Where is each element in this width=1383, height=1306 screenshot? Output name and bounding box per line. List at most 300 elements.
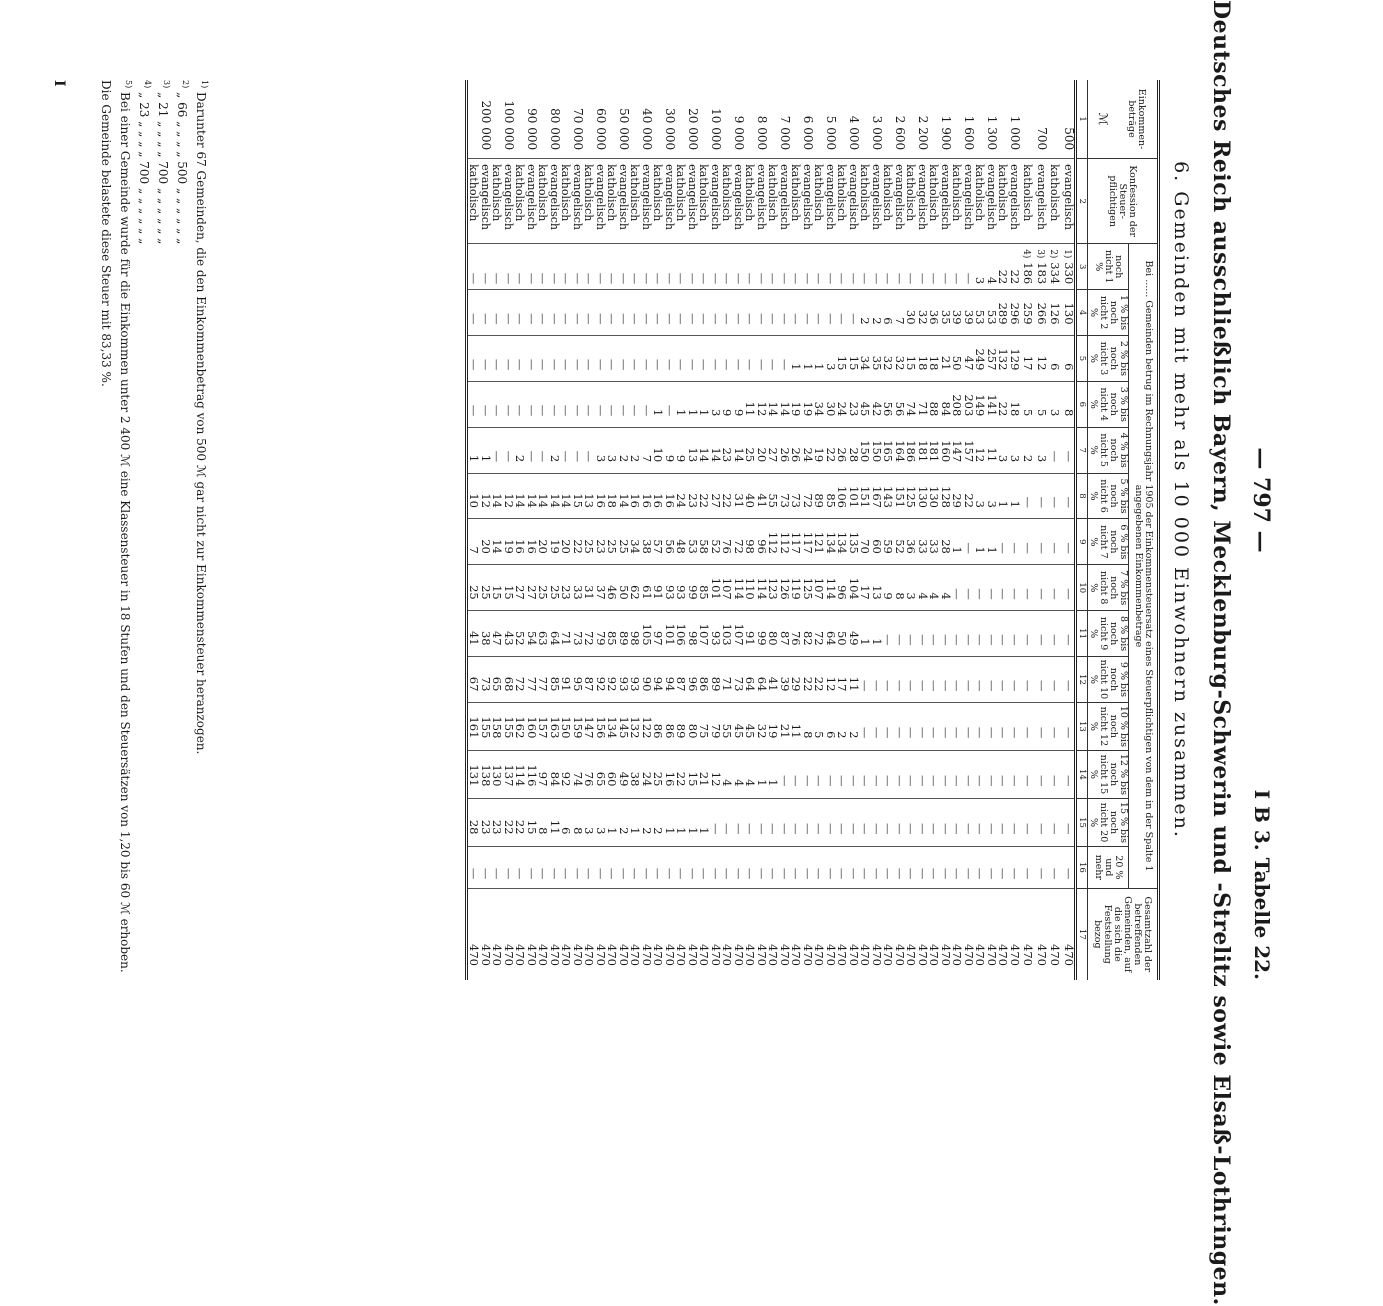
- rate-count-value: 72: [513, 676, 528, 692]
- rate-count-value: —: [651, 272, 666, 285]
- rate-count-value: —: [985, 634, 999, 646]
- rate-count: [549, 473, 561, 519]
- rate-count-value: 3: [904, 592, 919, 600]
- rate-count-value: —: [985, 774, 999, 787]
- rate-count-value: 13: [582, 493, 597, 508]
- rate-count: [836, 336, 848, 382]
- rate-count: [802, 244, 814, 290]
- rate-count: [1034, 473, 1048, 519]
- rate-count-value: 101: [847, 486, 861, 508]
- rate-count: [825, 244, 837, 290]
- rate-count-value: 2: [1021, 454, 1036, 463]
- rate-count-value: —: [582, 272, 597, 285]
- rate-count: [1009, 381, 1021, 427]
- rate-count-value: 8: [1062, 408, 1076, 417]
- rate-count-value: 119: [789, 577, 804, 600]
- total-count: 470: [663, 944, 677, 966]
- rate-count: [813, 702, 825, 750]
- rate-count: [848, 565, 860, 611]
- confession: evangelisch: [1061, 159, 1076, 244]
- rate-count-value: 93: [663, 585, 677, 600]
- confession: katholisch: [537, 159, 549, 244]
- rate-count-value: 96: [686, 676, 700, 692]
- total-count: 470: [985, 944, 999, 966]
- rate-count: [1061, 519, 1076, 565]
- rate-count-value: 5: [1035, 408, 1049, 417]
- rate-count-value: —: [824, 272, 838, 285]
- rate-count: [802, 611, 814, 657]
- rate-count: [779, 750, 791, 798]
- rate-count-value: 35: [939, 309, 953, 325]
- rate-count-value: —: [513, 404, 528, 417]
- rate-count-value: —: [927, 822, 942, 835]
- confession: evangelisch: [480, 159, 492, 244]
- rate-count-value: —: [824, 822, 838, 835]
- table-row: [733, 80, 745, 980]
- rate-count: [549, 519, 561, 565]
- rate-count-value: —: [559, 358, 574, 371]
- rate-count: [641, 473, 653, 519]
- rate-count: [480, 427, 492, 473]
- rate-count: [940, 473, 952, 519]
- rate-count-value: —: [594, 272, 608, 285]
- rate-count-value: —: [502, 867, 516, 880]
- rate-count: [1009, 657, 1021, 703]
- rate-count-value: —: [513, 272, 528, 285]
- rate-count: [802, 427, 814, 473]
- rate-count-value: —: [628, 358, 643, 371]
- total-count: 470: [640, 944, 654, 966]
- rate-count-value: 32: [881, 355, 896, 371]
- rate-count-value: 101: [663, 623, 677, 646]
- table-row: [698, 80, 710, 980]
- rate-count-value: 14: [525, 493, 539, 508]
- rate-count: [1061, 750, 1076, 798]
- rate-count-value: —: [640, 404, 654, 417]
- rate-count-value: 1: [985, 546, 999, 554]
- footnote-mark: 1): [200, 80, 209, 89]
- rate-count: [1009, 427, 1021, 473]
- rate-count-value: 67: [467, 676, 482, 692]
- rate-count-value: 107: [697, 623, 712, 646]
- rate-count-value: 64: [548, 630, 562, 646]
- rate-count: [894, 336, 906, 382]
- rate-count-value: —: [893, 272, 907, 285]
- rate-count-value: 97: [536, 771, 551, 787]
- rate-count-value: 1: [858, 638, 873, 646]
- rate-count-value: 15: [571, 493, 585, 508]
- rate-count-value: 18: [605, 493, 620, 508]
- rate-count-value: 18: [1008, 401, 1022, 417]
- rate-count: [1009, 750, 1021, 798]
- rate-count: [848, 798, 860, 846]
- rate-count: [664, 473, 676, 519]
- total-count: 470: [778, 944, 792, 966]
- rate-count: [1020, 657, 1034, 703]
- rate-count-value: —: [904, 679, 919, 692]
- rate-count-value: —: [835, 313, 850, 325]
- rate-count-value: 33: [916, 539, 930, 554]
- rate-count: [664, 847, 676, 889]
- rate-count-value: —: [904, 726, 919, 739]
- rate-count-value: 12: [824, 676, 838, 692]
- rate-count-value: 2: [513, 454, 528, 463]
- confession: evangelisch: [940, 159, 952, 244]
- rate-count-value: —: [1035, 496, 1049, 508]
- income-amount: 50 000: [618, 80, 630, 159]
- rate-count-value: —: [663, 272, 677, 285]
- rate-count-value: —: [881, 822, 896, 835]
- column-number: 15: [1076, 798, 1088, 846]
- rate-count-value: 1: [605, 827, 620, 835]
- rate-count-value: 138: [479, 764, 493, 787]
- rate-count-value: —: [973, 774, 988, 787]
- rate-count: [917, 798, 929, 846]
- rate-count-value: 159: [571, 716, 585, 739]
- rate-count-value: 2: [617, 454, 631, 463]
- total-count: 470: [1048, 944, 1063, 966]
- rate-count-value: 1: [801, 363, 815, 371]
- rate-count: [871, 244, 883, 290]
- rate-count-value: 42: [870, 401, 884, 417]
- rate-count-value: —: [686, 313, 700, 325]
- rate-count-value: 2: [870, 317, 884, 325]
- rate-count-value: 157: [962, 440, 976, 463]
- rate-count: [664, 750, 676, 798]
- rate-count: [572, 611, 584, 657]
- income-amount: [1047, 80, 1061, 159]
- rate-count-value: 52: [513, 630, 528, 646]
- rate-count-value: —: [467, 867, 482, 880]
- rate-count-value: 8: [571, 827, 585, 835]
- rate-count-value: 123: [766, 577, 781, 600]
- rate-count-value: —: [605, 867, 620, 880]
- rate-count-value: 88: [927, 401, 942, 417]
- rate-count-value: —: [916, 822, 930, 835]
- rate-count-value: —: [973, 588, 988, 600]
- rate-count-value: 2: [548, 454, 562, 463]
- rate-count-value: 36: [904, 539, 919, 554]
- rate-count-value: —: [582, 358, 597, 371]
- rate-count-value: 22: [513, 819, 528, 835]
- confession: evangelisch: [618, 159, 630, 244]
- rate-count-value: 86: [663, 723, 677, 739]
- rate-count-value: 12: [502, 493, 516, 508]
- rate-count: [871, 381, 883, 427]
- rate-count: [871, 427, 883, 473]
- rate-count-value: 296: [1008, 302, 1022, 325]
- rate-count-value: 60: [870, 539, 884, 554]
- table-row: [779, 80, 791, 980]
- rate-count: [664, 427, 676, 473]
- rate-count-value: 34: [628, 539, 643, 554]
- rate-count: [848, 381, 860, 427]
- rate-count-value: 60: [605, 771, 620, 787]
- rate-count-value: —: [490, 404, 505, 417]
- rate-count: [986, 798, 998, 846]
- rate-count-value: 12: [709, 771, 723, 787]
- rate-count-value: —: [525, 867, 539, 880]
- rate-count-value: 86: [651, 723, 666, 739]
- rate-count: [1020, 336, 1034, 382]
- footnote: [174, 80, 193, 980]
- rate-count-value: 7: [893, 317, 907, 325]
- rate-count: [687, 244, 699, 290]
- rate-count-value: 39: [950, 309, 965, 325]
- rate-count: [664, 336, 676, 382]
- table-row: [710, 80, 722, 980]
- rate-count: [756, 519, 768, 565]
- rate-count: [480, 750, 492, 798]
- header-total: Gesamtzahl der betreffenden Gemeinden, auf die sich die Feststellung bezog: [1088, 888, 1159, 980]
- rate-count: [813, 336, 825, 382]
- rate-count: [526, 336, 538, 382]
- rate-count-value: —: [927, 774, 942, 787]
- rate-count-value: 19: [502, 539, 516, 554]
- rate-count: [733, 847, 745, 889]
- rate-count: [526, 798, 538, 846]
- rate-count: [710, 381, 722, 427]
- rate-count-value: —: [571, 313, 585, 325]
- income-amount: 40 000: [641, 80, 653, 159]
- rate-count: [1034, 702, 1048, 750]
- rate-count-value: —: [548, 272, 562, 285]
- rate-count: [467, 427, 480, 473]
- rate-count: [917, 290, 929, 336]
- confession: evangelisch: [641, 159, 653, 244]
- rate-count: [595, 702, 607, 750]
- rate-count: [779, 427, 791, 473]
- rate-count-value: 208: [950, 394, 965, 417]
- rate-count-value: —: [1062, 542, 1076, 554]
- rate-count-value: —: [663, 313, 677, 325]
- rate-count: [572, 847, 584, 889]
- table-row: [1047, 80, 1061, 980]
- rate-count-value: 2: [835, 731, 850, 739]
- confession: evangelisch: [802, 159, 814, 244]
- rate-count-value: 23: [720, 447, 735, 463]
- rate-count: [848, 336, 860, 382]
- rate-count-value: 49: [847, 630, 861, 646]
- rate-count-value: —: [617, 358, 631, 371]
- rate-count-value: —: [847, 822, 861, 835]
- total-count: 470: [582, 944, 597, 966]
- rate-count: [710, 244, 722, 290]
- rate-count: [802, 290, 814, 336]
- rate-count: [1020, 565, 1034, 611]
- rate-count-value: 53: [985, 309, 999, 325]
- rate-count-value: —: [502, 450, 516, 463]
- rate-count: [480, 611, 492, 657]
- total-count: 470: [594, 944, 608, 966]
- table-row: [951, 80, 963, 980]
- rate-count-value: 89: [812, 493, 827, 508]
- rate-count: [641, 381, 653, 427]
- rate-count-value: —: [732, 272, 746, 285]
- rate-count-value: 1: [755, 779, 769, 787]
- rate-count-value: 18: [927, 355, 942, 371]
- rate-count-value: —: [1035, 822, 1049, 835]
- confession: evangelisch: [572, 159, 584, 244]
- rate-count: [1009, 519, 1021, 565]
- rate-count: [1009, 847, 1021, 889]
- rate-count: [480, 290, 492, 336]
- rate-count: [641, 702, 653, 750]
- rate-count-value: —: [1035, 588, 1049, 600]
- rate-count-value: —: [674, 313, 689, 325]
- rate-count-value: —: [571, 404, 585, 417]
- column-number: 14: [1076, 750, 1088, 798]
- rate-count-value: 24: [674, 493, 689, 508]
- rate-count: [802, 750, 814, 798]
- rate-count-value: 1: [674, 827, 689, 835]
- table-row: [652, 80, 664, 980]
- table-row: [687, 80, 699, 980]
- rate-count-value: 25: [479, 585, 493, 600]
- table-row: [859, 80, 871, 980]
- rate-count-value: —: [766, 822, 781, 835]
- rate-count: [825, 657, 837, 703]
- rate-count-value: 22: [812, 676, 827, 692]
- rate-count: [928, 565, 940, 611]
- rate-count-value: 26: [835, 447, 850, 463]
- rate-count: [825, 611, 837, 657]
- rate-count-value: 52: [893, 539, 907, 554]
- rate-count-value: —: [858, 774, 873, 787]
- rate-count: [848, 519, 860, 565]
- confession: evangelisch: [503, 159, 515, 244]
- rate-count-value: 76: [720, 539, 735, 554]
- rate-count-value: —: [996, 822, 1011, 835]
- footnote-mark: 4): [143, 80, 152, 89]
- rate-count-value: 33: [571, 585, 585, 600]
- rate-count-value: —: [651, 313, 666, 325]
- rate-count-value: —: [1021, 496, 1036, 508]
- rate-count-value: 4: [927, 592, 942, 600]
- rate-column-header: 7 % bis noch nicht 8 %: [1088, 565, 1129, 611]
- rate-count: [641, 657, 653, 703]
- rate-count: [802, 381, 814, 427]
- rate-count-value: 103: [720, 623, 735, 646]
- rate-count: [526, 750, 538, 798]
- rate-count-value: 3: [973, 276, 988, 285]
- rate-count-value: 125: [801, 577, 815, 600]
- rate-count-value: 1: [766, 779, 781, 787]
- rate-count: [618, 611, 630, 657]
- rate-count: [940, 657, 952, 703]
- rate-count-value: 22: [962, 493, 976, 508]
- rate-count-value: —: [571, 272, 585, 285]
- rate-count: [503, 290, 515, 336]
- rate-count: [664, 565, 676, 611]
- rate-count: [1009, 565, 1021, 611]
- rate-count-value: 37: [594, 585, 608, 600]
- rate-count: [779, 290, 791, 336]
- rate-count: [572, 657, 584, 703]
- rate-count-value: —: [801, 313, 815, 325]
- rate-count: [549, 750, 561, 798]
- rate-count-value: 65: [490, 676, 505, 692]
- rate-count-value: —: [709, 867, 723, 880]
- rate-count-value: —: [1008, 867, 1022, 880]
- rate-count: [871, 657, 883, 703]
- confession: evangelisch: [687, 159, 699, 244]
- rate-count-value: —: [916, 726, 930, 739]
- rate-count-value: 257: [985, 348, 999, 371]
- rate-count-value: —: [743, 867, 758, 880]
- table-row: [572, 80, 584, 980]
- rate-column-header: noch nicht 1 %: [1088, 244, 1129, 290]
- rate-count: [871, 611, 883, 657]
- total-count: 470: [536, 944, 551, 966]
- income-amount: 20 000: [687, 80, 699, 159]
- rate-count: [894, 427, 906, 473]
- rate-count-value: —: [548, 358, 562, 371]
- rate-count: [480, 473, 492, 519]
- rate-count-value: 2: [640, 827, 654, 835]
- rate-count-value: 22: [502, 819, 516, 835]
- column-number: 17: [1076, 888, 1088, 980]
- rate-count: [467, 473, 480, 519]
- rate-count-value: —: [490, 450, 505, 463]
- income-amount: 200 000: [480, 80, 492, 159]
- rate-count: [733, 519, 745, 565]
- rate-count-value: —: [973, 822, 988, 835]
- rate-count-value: —: [1008, 774, 1022, 787]
- total-count: 470: [766, 944, 781, 966]
- rate-count-value: —: [916, 679, 930, 692]
- rate-count-value: —: [973, 634, 988, 646]
- rate-count-value: 43: [502, 630, 516, 646]
- rate-count-value: 3: [1048, 408, 1063, 417]
- rate-count: [618, 565, 630, 611]
- rate-count-value: 14: [732, 447, 746, 463]
- total-count: 470: [881, 944, 896, 966]
- rate-count-value: —: [640, 272, 654, 285]
- confession: katholisch: [974, 159, 986, 244]
- rate-count-value: —: [927, 679, 942, 692]
- rate-count: [1061, 473, 1076, 519]
- rate-count: [871, 847, 883, 889]
- rate-count-value: —: [1048, 542, 1063, 554]
- rate-count-value: —: [755, 272, 769, 285]
- total-count: 470: [490, 944, 505, 966]
- rate-count: [1034, 750, 1048, 798]
- rate-count-value: 71: [559, 630, 574, 646]
- rate-count: [963, 847, 975, 889]
- confession: katholisch: [583, 159, 595, 244]
- confession: katholisch: [721, 159, 733, 244]
- rate-count-value: —: [985, 822, 999, 835]
- rate-count-value: 54: [525, 630, 539, 646]
- total-count: 470: [950, 944, 965, 966]
- rate-count-value: —: [743, 822, 758, 835]
- rate-count-value: 22: [720, 493, 735, 508]
- rate-count-value: —: [1035, 867, 1049, 880]
- rate-count-value: 16: [594, 493, 608, 508]
- rate-count: [917, 565, 929, 611]
- rate-count-value: —: [870, 679, 884, 692]
- rate-count-value: —: [950, 822, 965, 835]
- rate-count-value: 3: [985, 500, 999, 508]
- rate-count-value: 132: [628, 716, 643, 739]
- rate-count-value: 16: [513, 539, 528, 554]
- confession: katholisch: [698, 159, 710, 244]
- rate-count-value: —: [559, 404, 574, 417]
- rate-count-value: —: [858, 822, 873, 835]
- rate-count-value: —: [686, 358, 700, 371]
- table-row: [917, 80, 929, 980]
